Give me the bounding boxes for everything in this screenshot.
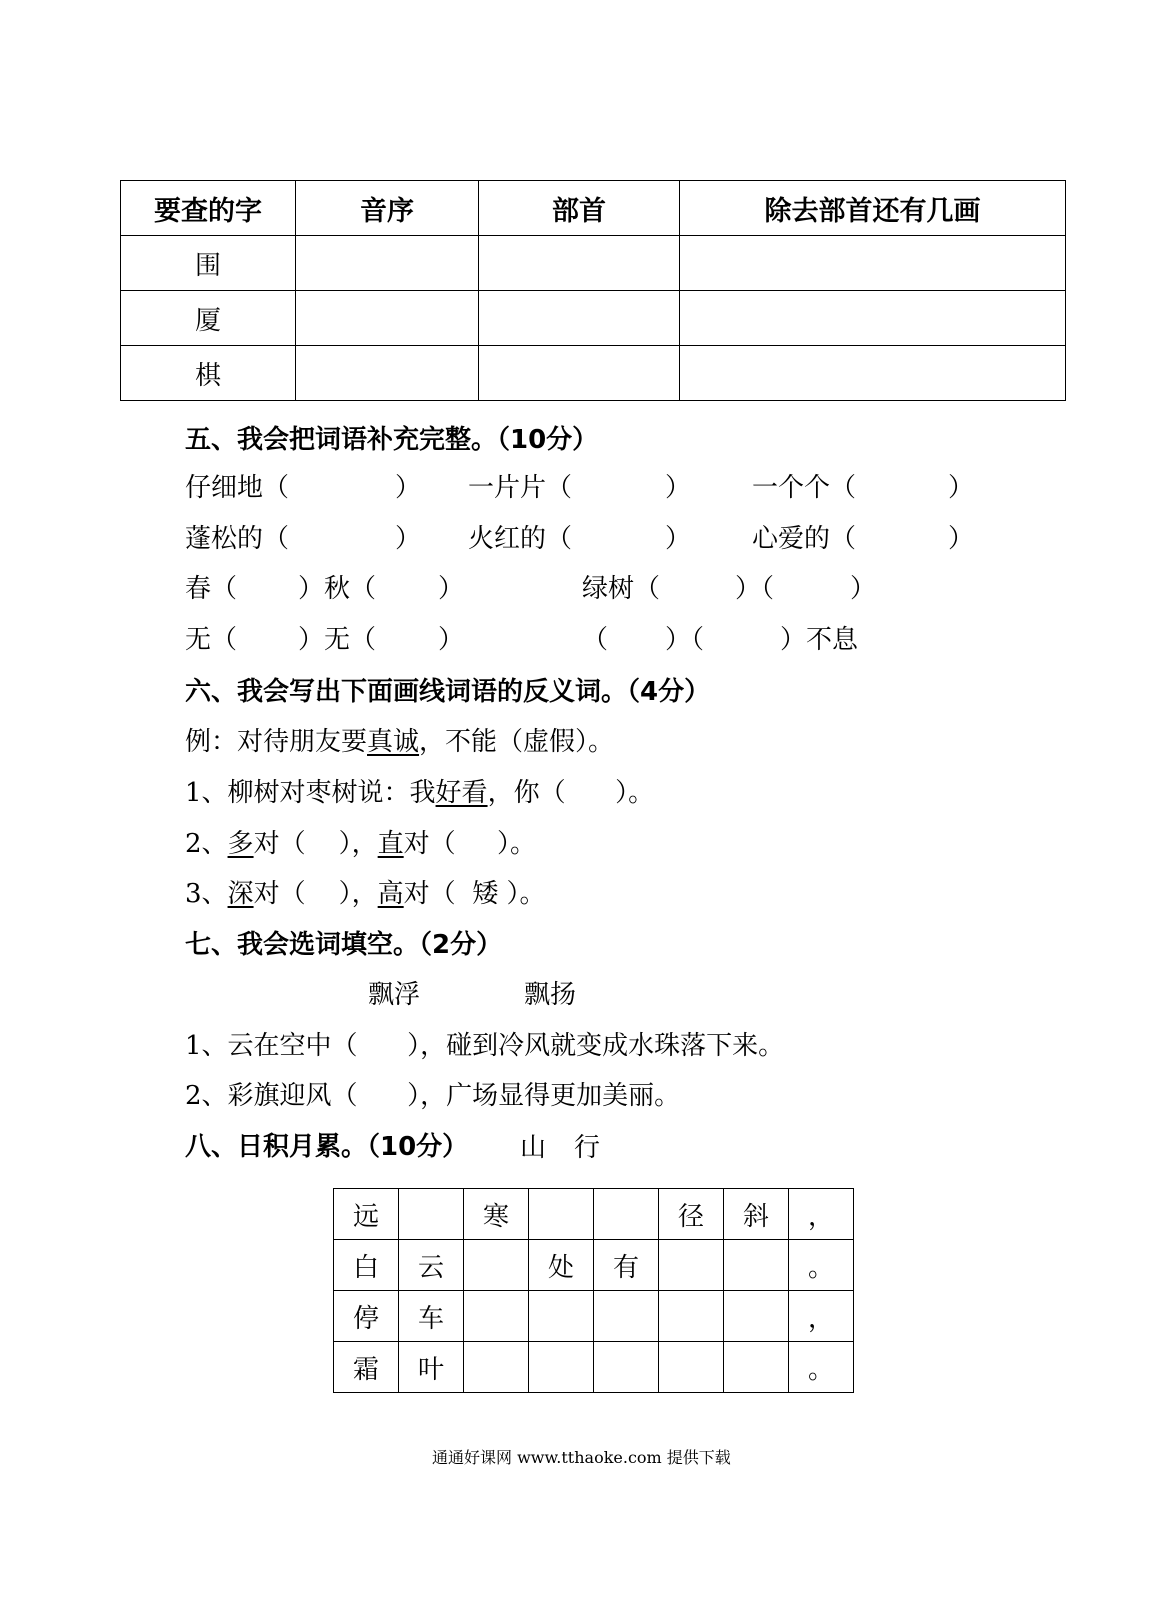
word-option: 飘浮 bbox=[368, 980, 421, 1010]
s5-r2-c2: 火红的（ bbox=[468, 524, 573, 554]
text: 对（ bbox=[253, 879, 306, 909]
s5-r2-c2-close: ） bbox=[665, 524, 692, 554]
header-character: 要查的字 bbox=[121, 181, 296, 236]
s5-r3-b: ）秋（ bbox=[298, 574, 377, 604]
answer-cell[interactable] bbox=[680, 291, 1066, 346]
answer-blank[interactable] bbox=[498, 879, 506, 909]
poem-cell: 停 bbox=[334, 1291, 399, 1342]
s5-r4-a: 无（ bbox=[185, 625, 238, 655]
s5-r3-a: 春（ bbox=[185, 574, 238, 604]
word-option: 飘扬 bbox=[524, 980, 577, 1010]
underlined-word: 直 bbox=[377, 829, 404, 859]
answer-cell[interactable] bbox=[680, 346, 1066, 401]
s6-line-1 bbox=[185, 772, 654, 809]
s5-r4-c: ） bbox=[438, 625, 465, 655]
poem-blank-cell[interactable] bbox=[594, 1189, 659, 1240]
text: 对（ bbox=[403, 829, 456, 859]
poem-cell: 有 bbox=[594, 1240, 659, 1291]
text: 3、 bbox=[185, 879, 228, 909]
poem-cell: 云 bbox=[399, 1240, 464, 1291]
answer-cell[interactable] bbox=[479, 291, 680, 346]
cell-character: 厦 bbox=[121, 291, 296, 346]
poem-blank-cell[interactable] bbox=[724, 1240, 789, 1291]
filled-answer: 矮 bbox=[472, 879, 499, 909]
poem-cell: 斜 bbox=[724, 1189, 789, 1240]
s5-r3-f: ） bbox=[850, 574, 877, 604]
s5-r4-f: ）不息 bbox=[780, 625, 859, 655]
s7-line-1 bbox=[185, 1025, 784, 1062]
cell-character: 围 bbox=[121, 236, 296, 291]
text: ）， bbox=[338, 879, 378, 909]
s5-r4-b: ）无（ bbox=[298, 625, 377, 655]
poem-cell: 霜 bbox=[334, 1342, 399, 1393]
text: ，你（ bbox=[487, 778, 566, 808]
poem-cell: 白 bbox=[334, 1240, 399, 1291]
s5-r4-e: ）（ bbox=[665, 625, 705, 655]
underlined-word: 真诚 bbox=[367, 727, 420, 757]
poem-row bbox=[334, 1240, 854, 1291]
dictionary-lookup-table bbox=[120, 180, 1066, 401]
poem-title-char: 行 bbox=[574, 1133, 601, 1163]
cell-character: 棋 bbox=[121, 346, 296, 401]
poem-cell: ， bbox=[789, 1291, 854, 1342]
table-row bbox=[121, 236, 1066, 291]
s6-example bbox=[185, 721, 614, 758]
answer-blank[interactable] bbox=[456, 879, 473, 909]
answer-blank[interactable] bbox=[306, 879, 339, 909]
poem-blank-cell[interactable] bbox=[529, 1342, 594, 1393]
s5-r1-c1: 仔细地（ bbox=[185, 473, 290, 503]
s5-r3-d: 绿树（ bbox=[582, 574, 661, 604]
poem-cell: 。 bbox=[789, 1342, 854, 1393]
footer-credit: 通通好课网 www.tthaoke.com 提供下载 bbox=[432, 1448, 731, 1467]
answer-cell[interactable] bbox=[479, 236, 680, 291]
underlined-word: 深 bbox=[227, 879, 254, 909]
section-5-heading: 五、我会把词语补充完整。（10分） bbox=[185, 425, 599, 455]
s5-r4-d: （ bbox=[582, 625, 609, 655]
s5-r2-c1: 蓬松的（ bbox=[185, 524, 290, 554]
answer-cell[interactable] bbox=[680, 236, 1066, 291]
s5-r2-c1-close: ） bbox=[395, 524, 422, 554]
poem-blank-cell[interactable] bbox=[659, 1291, 724, 1342]
answer-cell[interactable] bbox=[296, 346, 479, 401]
poem-blank-cell[interactable] bbox=[529, 1291, 594, 1342]
s5-r1-c1-close: ） bbox=[395, 473, 422, 503]
poem-title-char: 山 bbox=[520, 1133, 547, 1163]
table-header-row bbox=[121, 181, 1066, 236]
poem-row bbox=[334, 1342, 854, 1393]
answer-cell[interactable] bbox=[479, 346, 680, 401]
underlined-word: 高 bbox=[377, 879, 404, 909]
poem-blank-cell[interactable] bbox=[659, 1240, 724, 1291]
poem-cell: 远 bbox=[334, 1189, 399, 1240]
answer-cell[interactable] bbox=[296, 291, 479, 346]
poem-blank-cell[interactable] bbox=[724, 1291, 789, 1342]
poem-blank-cell[interactable] bbox=[659, 1342, 724, 1393]
s5-r3-e: ）（ bbox=[735, 574, 775, 604]
section-7-heading: 七、我会选词填空。（2分） bbox=[185, 930, 503, 960]
poem-grid bbox=[333, 1188, 854, 1393]
poem-cell: 叶 bbox=[399, 1342, 464, 1393]
text: ），广场显得更加美丽。 bbox=[407, 1081, 681, 1111]
poem-row bbox=[334, 1291, 854, 1342]
text: ），碰到冷风就变成水珠落下来。 bbox=[407, 1031, 785, 1061]
poem-blank-cell[interactable] bbox=[464, 1342, 529, 1393]
text: 2、彩旗迎风（ bbox=[185, 1081, 358, 1111]
header-radical: 部首 bbox=[479, 181, 680, 236]
poem-blank-cell[interactable] bbox=[594, 1291, 659, 1342]
answer-blank[interactable] bbox=[566, 778, 616, 808]
text: 对（ bbox=[403, 879, 456, 909]
s5-r1-c2-close: ） bbox=[665, 473, 692, 503]
poem-blank-cell[interactable] bbox=[594, 1342, 659, 1393]
poem-blank-cell[interactable] bbox=[399, 1189, 464, 1240]
example-suffix: ，不能（虚假）。 bbox=[419, 727, 615, 757]
poem-cell: 寒 bbox=[464, 1189, 529, 1240]
header-phonetic-order: 音序 bbox=[296, 181, 479, 236]
text: 对（ bbox=[253, 829, 306, 859]
answer-blank[interactable] bbox=[306, 829, 339, 859]
s5-r2-c3-close: ） bbox=[948, 524, 975, 554]
poem-blank-cell[interactable] bbox=[529, 1189, 594, 1240]
s7-line-2 bbox=[185, 1075, 680, 1112]
poem-row bbox=[334, 1189, 854, 1240]
underlined-word: 好看 bbox=[435, 778, 488, 808]
poem-cell: 车 bbox=[399, 1291, 464, 1342]
section-6-heading: 六、我会写出下面画线词语的反义词。（4分） bbox=[185, 677, 711, 707]
text: 2、 bbox=[185, 829, 228, 859]
header-remaining-strokes: 除去部首还有几画 bbox=[680, 181, 1066, 236]
text: 1、云在空中（ bbox=[185, 1031, 358, 1061]
poem-cell: 。 bbox=[789, 1240, 854, 1291]
text: ）。 bbox=[615, 778, 655, 808]
answer-cell[interactable] bbox=[296, 236, 479, 291]
poem-blank-cell[interactable] bbox=[464, 1291, 529, 1342]
poem-cell: 径 bbox=[659, 1189, 724, 1240]
text: ）， bbox=[338, 829, 378, 859]
poem-cell: 处 bbox=[529, 1240, 594, 1291]
poem-cell: ， bbox=[789, 1189, 854, 1240]
answer-blank[interactable] bbox=[358, 1031, 408, 1061]
text: 1、柳树对枣树说：我 bbox=[185, 778, 436, 808]
s5-r1-c3-close: ） bbox=[948, 473, 975, 503]
s5-r1-c3: 一个个（ bbox=[752, 473, 857, 503]
poem-blank-cell[interactable] bbox=[464, 1240, 529, 1291]
s5-r3-c: ） bbox=[438, 574, 465, 604]
s6-line-2 bbox=[185, 823, 536, 860]
underlined-word: 多 bbox=[227, 829, 254, 859]
table-row bbox=[121, 291, 1066, 346]
section-8-heading: 八、日积月累。（10分） bbox=[185, 1132, 469, 1162]
table-row bbox=[121, 346, 1066, 401]
text: ）。 bbox=[506, 879, 546, 909]
answer-blank[interactable] bbox=[456, 829, 497, 859]
answer-blank[interactable] bbox=[358, 1081, 408, 1111]
s5-r1-c2: 一片片（ bbox=[468, 473, 573, 503]
s5-r2-c3: 心爱的（ bbox=[752, 524, 857, 554]
example-prefix: 例：对待朋友要 bbox=[185, 727, 368, 757]
s6-line-3 bbox=[185, 873, 546, 910]
poem-blank-cell[interactable] bbox=[724, 1342, 789, 1393]
text: ）。 bbox=[497, 829, 537, 859]
